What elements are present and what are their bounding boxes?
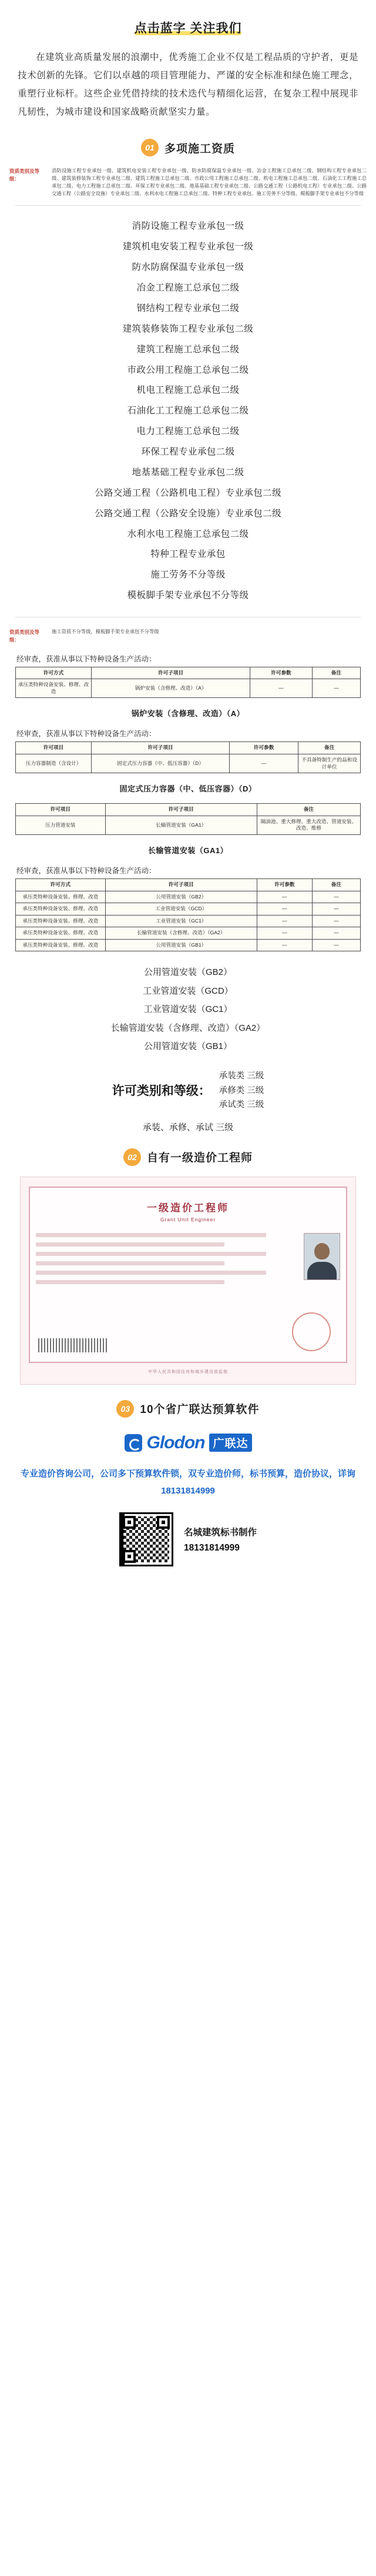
table-cell: —	[257, 915, 312, 927]
certificate-portrait-photo	[304, 1233, 340, 1280]
table-header-cell: 许可方式	[16, 878, 106, 891]
table-header-cell: 许可参数	[250, 667, 313, 679]
table-cell: —	[257, 903, 312, 916]
category-summary: 承装、承修、承试 三级	[142, 1122, 234, 1132]
certificate-line	[36, 1280, 224, 1284]
certificate-body	[36, 1233, 340, 1289]
certificate-inner	[29, 1187, 347, 1363]
table-cell: 公用管道安装（GB2）	[105, 891, 257, 903]
table-cell: 不具备特制生产的品和设计单位	[298, 754, 361, 773]
list-item: 防水防腐保温专业承包一级	[132, 262, 244, 273]
qr-caption	[184, 1525, 257, 1553]
category-values	[219, 1069, 264, 1112]
qr-eye-icon	[123, 1550, 136, 1563]
table-row	[16, 939, 361, 951]
section-heading-qualifications	[0, 139, 376, 156]
list-item: 冶金工程施工总承包二级	[136, 283, 240, 293]
table-header-cell: 许可子项目	[105, 878, 257, 891]
permit-table-group-1	[15, 653, 361, 699]
table-header-cell: 备注	[312, 878, 360, 891]
portrait-body	[307, 1262, 337, 1279]
follow-banner-container	[0, 0, 376, 45]
table-cell: —	[312, 915, 360, 927]
certificate-line	[36, 1271, 266, 1275]
intro-paragraph: 在建筑业高质量发展的浪潮中，优秀施工企业不仅是工程品质的守护者，更是技术创新的先锋。它们以卓越的项目管理能力、严谨的安全标准和绿色施工理念，重塑行业标杆。这些企业凭借持续的技术迭代与精细化运营，在复杂工程中展现非凡韧性，为城市建设和国家战略贡献坚实力量。	[18, 52, 358, 117]
table-row	[16, 754, 361, 773]
glodon-mark-icon	[125, 1434, 142, 1452]
table-cell: 承压类特种设备安装、修理、改造	[16, 891, 106, 903]
table-cell: 压力容器制造（含设计）	[16, 754, 92, 773]
qualification-dense-label: 资质类别及等级：	[9, 168, 40, 182]
table-cell: —	[312, 903, 360, 916]
table-header-cell: 许可项目	[16, 742, 92, 754]
table-cell: 承压类特种设备安装、修理、改造	[16, 679, 92, 698]
table-cell: 固定式压力容器（中、低压容器）（D）	[92, 754, 230, 773]
certificate-line	[36, 1233, 266, 1237]
table-header-cell: 备注	[298, 742, 361, 754]
table-cell: —	[257, 939, 312, 951]
section-number-badge: 01	[141, 139, 159, 156]
qr-eye-icon	[123, 1516, 136, 1529]
list-item: 机电工程施工总承包二级	[136, 385, 240, 396]
table-header-cell: 许可子项目	[92, 667, 250, 679]
table-header-cell: 许可项目	[16, 804, 106, 816]
table-cell: —	[312, 939, 360, 951]
list-item: 工业管道安装（GC1）	[143, 1004, 233, 1015]
category-label	[112, 1081, 211, 1100]
table-cell: 工业管道安装（GCD）	[105, 903, 257, 916]
table-caption: 经审查，获准从事以下特种设备生产活动：	[16, 654, 156, 663]
permit-dense-block	[9, 628, 367, 644]
qualification-list	[15, 205, 361, 617]
table-header-cell: 许可参数	[257, 878, 312, 891]
table-header-cell: 许可参数	[229, 742, 298, 754]
section-title: 10个省广联达预算软件	[140, 1404, 260, 1416]
qr-footer	[0, 1512, 376, 1566]
certificate-seal-icon	[292, 1312, 331, 1351]
table-cell: 长输管道安装（含修理、改造）（GA2）	[105, 927, 257, 940]
section-number-badge: 03	[116, 1400, 134, 1418]
permit-summary-list	[0, 963, 376, 1056]
list-item: 水利水电工程施工总承包二级	[127, 529, 249, 539]
list-item: 建筑机电安装工程专业承包一级	[122, 242, 254, 252]
permit-table-group-3	[15, 803, 361, 835]
table-cell: 压力管道安装	[16, 816, 106, 834]
table-cell: —	[312, 891, 360, 903]
logo-text-en: Glodon	[146, 1432, 205, 1452]
list-item: 环保工程专业承包二级	[141, 447, 235, 457]
table-header-cell: 备注	[312, 667, 360, 679]
certificate-subtitle: Grant Unit Engineer	[160, 1216, 216, 1222]
list-item: 施工劳务不分等级	[150, 570, 226, 580]
list-item: 公路交通工程（公路机电工程）专业承包二级	[94, 487, 281, 498]
permit-table-group-2	[15, 728, 361, 773]
permit-table	[15, 878, 361, 952]
list-item: 承装类 三级	[219, 1071, 264, 1081]
list-item: 市政公用工程施工总承包二级	[127, 365, 249, 375]
certificate-line	[36, 1252, 266, 1256]
certificate-title: 一级造价工程师	[147, 1202, 229, 1214]
promo-paragraph: 专业造价咨询公司，公司多下预算软件锁，双专业造价师，标书预算，造价协议，详询18131814999	[20, 1468, 355, 1496]
table-cell: —	[250, 679, 313, 698]
list-item: 模板脚手架专业承包不分等级	[127, 590, 249, 601]
logo-text-cn: 广联达	[209, 1434, 251, 1452]
list-item: 建筑工程施工总承包二级	[136, 344, 240, 355]
table-row	[16, 891, 361, 903]
table-cell: 承压类特种设备安装、修理、改造	[16, 903, 106, 916]
table-header-cell: 许可子项目	[92, 742, 230, 754]
table-cell: —	[312, 927, 360, 940]
table-cell: 承压类特种设备安装、修理、改造	[16, 939, 106, 951]
list-item: 工业管道安装（GCD）	[143, 985, 233, 996]
list-item: 公路交通工程（公路安全设施）专业承包二级	[94, 508, 281, 519]
list-item: 长输管道安装（含修理、改造）（GA2）	[110, 1023, 266, 1033]
table-row	[16, 915, 361, 927]
follow-banner[interactable]	[115, 15, 262, 39]
table-header-cell: 备注	[257, 804, 360, 816]
list-item: 地基基础工程专业承包二级	[132, 467, 244, 477]
permit-table	[15, 803, 361, 835]
portrait-head	[314, 1243, 330, 1259]
section-number-badge: 02	[123, 1148, 141, 1166]
permit-title-vessel: 固定式压力容器（中、低压容器）（D）	[119, 784, 257, 794]
glodon-logo	[0, 1433, 376, 1455]
certificate-barcode	[38, 1338, 109, 1352]
table-row	[16, 927, 361, 940]
list-item: 公用管道安装（GB1）	[143, 1041, 232, 1052]
table-cell: 承压类特种设备安装、修理、改造	[16, 915, 106, 927]
section-heading-software	[0, 1400, 376, 1418]
table-cell: 锅炉安装（含修理、改造）（A）	[92, 679, 250, 698]
list-item: 消防设施工程专业承包一级	[132, 221, 244, 232]
table-cell: 隔油池、重大修理、重大改造、管道安装、改造、维修	[257, 816, 360, 834]
qualification-dense-block	[9, 167, 367, 197]
section-title: 多项施工资质	[164, 142, 235, 155]
permit-table-group-4	[15, 865, 361, 952]
permit-table	[15, 667, 361, 699]
permit-title-boiler: 锅炉安装（含修理、改造）（A）	[131, 709, 245, 719]
list-item: 石油化工工程施工总承包二级	[127, 406, 249, 416]
list-item: 承试类 三级	[219, 1100, 264, 1110]
table-row	[16, 679, 361, 698]
table-row	[16, 903, 361, 916]
list-item: 建筑装修装饰工程专业承包二级	[122, 323, 254, 334]
table-cell: —	[257, 927, 312, 940]
table-caption: 经审查，获准从事以下特种设备生产活动：	[16, 866, 156, 875]
table-header-cell: 许可方式	[16, 667, 92, 679]
category-label-text: 许可类别和等级：	[112, 1084, 211, 1098]
section-title: 自有一级造价工程师	[146, 1152, 253, 1165]
table-cell: —	[229, 754, 298, 773]
list-item: 电力工程施工总承包二级	[136, 426, 240, 437]
logo-row	[125, 1433, 252, 1453]
table-caption: 经审查，获准从事以下特种设备生产活动：	[16, 730, 156, 739]
certificate-line	[36, 1261, 224, 1265]
qualification-dense-text: 消防设施工程专业承包一级、建筑机电安装工程专业承包一级、防水防腐保温专业承包一级、冶金工程施工总承包二级、钢结构工程专业承包二级、建筑装修装饰工程专业承包二级、建筑工程施工总承包二级、市政公用工程施工总承包二级、机电工程施工总承包二级、石油化工工程施工总承包二级、电力工程施工总承包二级、环保工程专业承包二级、地基基础工程专业承包二级、公路交通工程（公路机电工程）专业承包二级、公路交通工程（公路安全设施）专业承包二级、水利水电工程施工总承包二级、特种工程专业承包、施工劳务不分等级、模板脚手架专业承包不分等级	[52, 168, 367, 196]
table-cell: 承压类特种设备安装、修理、改造	[16, 927, 106, 940]
qr-eye-icon	[157, 1516, 170, 1529]
table-cell: 长输管道安装（GA1）	[105, 816, 257, 834]
table-cell: —	[312, 679, 360, 698]
category-level-block	[0, 1069, 376, 1112]
table-cell: —	[257, 891, 312, 903]
qr-caption-line1: 名城建筑标书制作	[183, 1528, 257, 1538]
permit-title-pipeline: 长输管道安装（GA1）	[147, 846, 229, 855]
table-header-cell: 许可子项目	[105, 804, 257, 816]
follow-banner-text: 点击蓝字 关注我们	[134, 22, 242, 35]
table-cell: 工业管道安装（GC1）	[105, 915, 257, 927]
permit-dense-text: 施工资质不分等级，模板脚手架专业承包不分等级	[52, 629, 159, 635]
certificate-text-lines	[36, 1233, 298, 1289]
qr-caption-line2: 18131814999	[183, 1543, 240, 1553]
permit-table	[15, 741, 361, 773]
table-row	[16, 816, 361, 834]
certificate-image	[20, 1177, 356, 1385]
qr-code[interactable]	[119, 1512, 173, 1566]
table-cell: 公用管道安装（GB1）	[105, 939, 257, 951]
list-item: 钢结构工程专业承包二级	[136, 303, 240, 313]
permit-dense-label: 资质类别及等级：	[9, 629, 40, 643]
certificate-footnote: 中华人民共和国住房和城乡建设部监制	[148, 1369, 228, 1374]
list-item: 公用管道安装（GB2）	[143, 967, 232, 978]
certificate-line	[36, 1242, 224, 1247]
section-heading-cost-engineer	[0, 1148, 376, 1166]
list-item: 承修类 三级	[219, 1085, 264, 1095]
list-item: 特种工程专业承包	[150, 549, 226, 560]
